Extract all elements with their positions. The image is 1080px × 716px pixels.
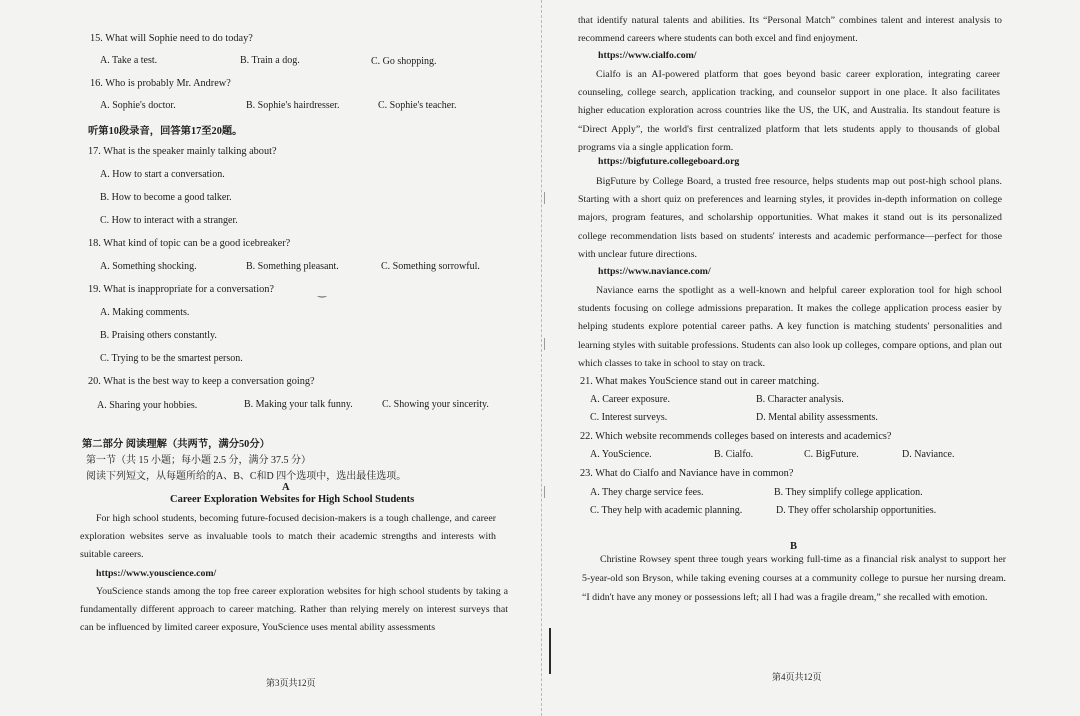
q23-option-c: C. They help with academic planning. bbox=[590, 505, 743, 516]
url-bigfuture: https://bigfuture.collegeboard.org bbox=[598, 156, 740, 167]
url-youscience: https://www.youscience.com/ bbox=[96, 568, 217, 579]
question-15: 15. What will Sophie need to do today? bbox=[90, 33, 253, 44]
question-22: 22. Which website recommends colleges based on interests and academics? bbox=[580, 431, 892, 442]
q15-option-b: B. Train a dog. bbox=[240, 55, 300, 66]
part-2-heading: 第二部分 阅读理解（共两节，满分50分） bbox=[82, 439, 270, 450]
page-number-left: 第3页共12页 bbox=[266, 678, 316, 688]
question-20: 20. What is the best way to keep a conversation going? bbox=[88, 376, 315, 387]
q23-option-a: A. They charge service fees. bbox=[590, 487, 704, 498]
q19-option-a: A. Making comments. bbox=[100, 307, 190, 318]
question-23: 23. What do Cialfo and Naviance have in common? bbox=[580, 468, 794, 479]
q18-option-a: A. Something shocking. bbox=[100, 261, 197, 272]
question-19: 19. What is inappropriate for a conversation? bbox=[88, 284, 274, 295]
q20-option-a: A. Sharing your hobbies. bbox=[97, 400, 198, 411]
paragraph-cialfo: Cialfo is an AI-powered platform that goes beyond basic career exploration, integrating career counseling, college search, application tracking, and counselor support in one place. It also facilitates higher education exploration across countries like the US, the UK, and Australia. Its standout feature is “Direct Apply”, the world's first centralized platform that lets students apply to thousands of global programs via a single application form. bbox=[578, 69, 1000, 153]
question-16: 16. Who is probably Mr. Andrew? bbox=[90, 78, 231, 89]
paragraph-bigfuture: BigFuture by College Board, a trusted free resource, helps students map out post-high school plans. Starting with a short quiz on preferences and learning styles, it provides in-depth information on college majors, program features, and scholarship opportunities. What makes it stand out is its personalized college recommendation lists based on students' interests and academic performance—perfect for those with unclear future directions. bbox=[578, 176, 1002, 260]
page-number-right: 第4页共12页 bbox=[772, 672, 822, 682]
q15-option-c: C. Go shopping. bbox=[371, 56, 437, 67]
passage-b-paragraph-1: Christine Rowsey spent three tough years working full-time as a financial risk analyst to support her 5-year-old son Bryson, while taking evening courses at a community college to pursue her nursing dream. “I didn't have any money or possessions left; all I had was a fragile dream,” she recalled with emotion. bbox=[582, 554, 1006, 603]
question-18: 18. What kind of topic can be a good icebreaker? bbox=[88, 238, 291, 249]
q22-option-b: B. Cialfo. bbox=[714, 449, 754, 460]
q18-option-b: B. Something pleasant. bbox=[246, 261, 339, 272]
passage-a-paragraph-2: YouScience stands among the top free career exploration websites for high school students by taking a fundamentally different approach to career matching. Rather than relying merely on interest surveys that can be influenced by limited career exposure, YouScience uses mental ability assessments bbox=[80, 586, 508, 634]
q17-option-b: B. How to become a good talker. bbox=[100, 192, 232, 203]
q19-option-c: C. Trying to be the smartest person. bbox=[100, 353, 243, 364]
passage-b-letter: B bbox=[790, 541, 798, 552]
q18-option-c: C. Something sorrowful. bbox=[381, 261, 480, 272]
section-1-heading: 第一节（共 15 小题；每小题 2.5 分，满分 37.5 分） bbox=[86, 455, 311, 466]
url-cialfo: https://www.cialfo.com/ bbox=[598, 50, 697, 61]
question-17: 17. What is the speaker mainly talking about? bbox=[88, 146, 277, 157]
q22-option-d: D. Naviance. bbox=[902, 449, 955, 460]
q17-option-a: A. How to start a conversation. bbox=[100, 169, 225, 180]
paragraph-naviance: Naviance earns the spotlight as a well-known and helpful career exploration tool for high school students focusing on college admissions preparation. It makes the college application process easier by helping students explore potential career paths. A key function is matching students' personalities and learning styles with suitable professions. Students can also look up colleges, compare options, and plan out which classes to take in school to stay on track. bbox=[578, 285, 1002, 369]
passage-a-title: Career Exploration Websites for High School Students bbox=[170, 494, 415, 505]
q20-option-b: B. Making your talk funny. bbox=[244, 399, 353, 410]
q20-option-c: C. Showing your sincerity. bbox=[382, 399, 489, 410]
q21-option-b: B. Character analysis. bbox=[756, 394, 844, 405]
q17-option-c: C. How to interact with a stranger. bbox=[100, 215, 238, 226]
q21-option-a: A. Career exposure. bbox=[590, 394, 670, 405]
passage-a-letter: A bbox=[282, 482, 290, 493]
q21-option-d: D. Mental ability assessments. bbox=[756, 412, 878, 423]
right-page bbox=[540, 0, 1080, 716]
passage-a-paragraph-1: For high school students, becoming future-focused decision-makers is a tough challenge, and career exploration websites serve as invaluable tools to match their academic strengths and interests with suitable careers. bbox=[80, 513, 496, 561]
section-10-heading: 听第10段录音，回答第17至20题。 bbox=[88, 126, 243, 137]
q19-option-b: B. Praising others constantly. bbox=[100, 330, 217, 341]
q23-option-d: D. They offer scholarship opportunities. bbox=[776, 505, 937, 516]
q15-option-a: A. Take a test. bbox=[100, 55, 158, 66]
question-21: 21. What makes YouScience stand out in career matching. bbox=[580, 376, 820, 387]
reading-instructions: 阅读下列短文，从每题所给的A、B、C和D 四个选项中，选出最佳选项。 bbox=[86, 471, 407, 482]
url-naviance: https://www.naviance.com/ bbox=[598, 266, 711, 277]
ink-mark: ‿ bbox=[318, 287, 327, 298]
q23-option-b: B. They simplify college application. bbox=[774, 487, 923, 498]
q22-option-c: C. BigFuture. bbox=[804, 449, 859, 460]
q16-option-c: C. Sophie's teacher. bbox=[378, 100, 457, 111]
q16-option-b: B. Sophie's hairdresser. bbox=[246, 100, 340, 111]
q16-option-a: A. Sophie's doctor. bbox=[100, 100, 176, 111]
q22-option-a: A. YouScience. bbox=[590, 449, 652, 460]
passage-a-paragraph-2-continued: that identify natural talents and abilities. Its “Personal Match” combines talent and interest analysis to recommend careers where students can both excel and find enjoyment. bbox=[578, 15, 1002, 45]
q21-option-c: C. Interest surveys. bbox=[590, 412, 668, 423]
